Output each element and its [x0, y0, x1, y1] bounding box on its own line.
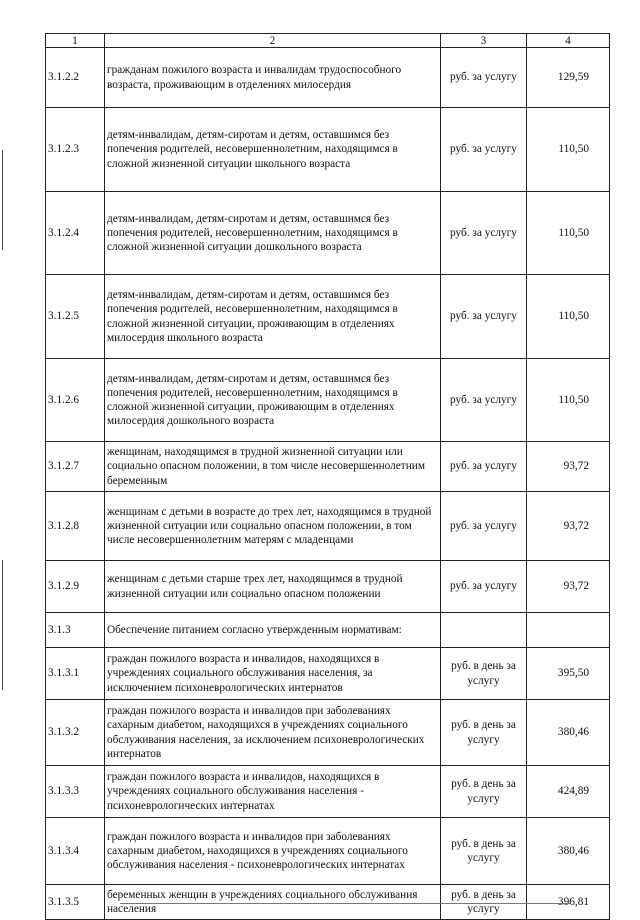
row-number: 3.1.2.9 — [46, 561, 105, 613]
table-row — [46, 492, 610, 561]
row-number: 3.1.3 — [46, 613, 105, 648]
row-description: граждан пожилого возраста и инвалидов, находящихся в учреждениях социального обслуживания населения - психоневрологических интернатах — [105, 766, 441, 818]
column-header-1: 1 — [46, 34, 105, 48]
table-header-row — [46, 34, 610, 48]
column-header-2: 2 — [105, 34, 441, 48]
row-description: гражданам пожилого возраста и инвалидам трудоспособного возраста, проживающим в отделениях милосердия — [105, 48, 441, 108]
row-description: беременных женщин в учреждениях социального обслуживания населения — [105, 885, 441, 920]
row-unit: руб. за услугу — [441, 275, 527, 359]
table-row — [46, 885, 610, 920]
row-unit — [441, 613, 527, 648]
row-value: 396,81 — [527, 885, 610, 920]
row-value: 380,46 — [527, 700, 610, 766]
row-number: 3.1.3.4 — [46, 818, 105, 885]
row-unit: руб. за услугу — [441, 442, 527, 492]
row-value: 110,50 — [527, 275, 610, 359]
row-unit: руб. за услугу — [441, 192, 527, 275]
table-row — [46, 613, 610, 648]
row-value: 93,72 — [527, 442, 610, 492]
margin-mark-upper — [2, 150, 3, 250]
table-body — [46, 48, 610, 920]
table-row — [46, 561, 610, 613]
table-row — [46, 648, 610, 700]
column-header-4: 4 — [527, 34, 610, 48]
row-description: граждан пожилого возраста и инвалидов при заболеваниях сахарным диабетом, находящихся в учреждениях социального обслуживания населения, за исключением психоневрологических интернатов — [105, 700, 441, 766]
table-row — [46, 359, 610, 442]
row-unit: руб. в день за услугу — [441, 885, 527, 920]
row-value: 93,72 — [527, 492, 610, 561]
row-number: 3.1.2.2 — [46, 48, 105, 108]
row-number: 3.1.3.1 — [46, 648, 105, 700]
row-number: 3.1.3.5 — [46, 885, 105, 920]
row-value — [527, 613, 610, 648]
row-description: граждан пожилого возраста и инвалидов при заболеваниях сахарным диабетом, находящихся в учреждениях социального обслуживания населения - психоневрологических интернатах — [105, 818, 441, 885]
row-description: детям-инвалидам, детям-сиротам и детям, оставшимся без попечения родителей, несовершеннолетним, находящимся в сложной жизненной ситуации, проживающим в отделениях милосердия школьного возраста — [105, 275, 441, 359]
row-description: Обеспечение питанием согласно утвержденным нормативам: — [105, 613, 441, 648]
row-description: граждан пожилого возраста и инвалидов, находящихся в учреждениях социального обслуживания населения, за исключением психоневрологических интернатов — [105, 648, 441, 700]
row-description: детям-инвалидам, детям-сиротам и детям, оставшимся без попечения родителей, несовершеннолетним, находящимся в сложной жизненной ситуации дошкольного возраста — [105, 192, 441, 275]
row-unit: руб. за услугу — [441, 108, 527, 192]
row-number: 3.1.2.7 — [46, 442, 105, 492]
row-number: 3.1.2.6 — [46, 359, 105, 442]
row-number: 3.1.2.5 — [46, 275, 105, 359]
row-value: 110,50 — [527, 108, 610, 192]
table-row — [46, 48, 610, 108]
row-number: 3.1.2.4 — [46, 192, 105, 275]
tariff-table — [45, 33, 610, 920]
table-row — [46, 700, 610, 766]
row-description: женщинам, находящимся в трудной жизненной ситуации или социально опасном положении, в том числе несовершеннолетним беременным — [105, 442, 441, 492]
row-number: 3.1.2.8 — [46, 492, 105, 561]
row-unit: руб. в день за услугу — [441, 648, 527, 700]
table-row — [46, 108, 610, 192]
column-header-3: 3 — [441, 34, 527, 48]
margin-mark-lower — [2, 560, 3, 690]
table-row — [46, 192, 610, 275]
row-number: 3.1.3.3 — [46, 766, 105, 818]
table-row — [46, 275, 610, 359]
row-value: 129,59 — [527, 48, 610, 108]
table-row — [46, 766, 610, 818]
row-description: женщинам с детьми в возрасте до трех лет, находящимся в трудной жизненной ситуации или социально опасном положении, в том числе несовершеннолетним матерям с младенцами — [105, 492, 441, 561]
table-row — [46, 442, 610, 492]
row-unit: руб. за услугу — [441, 561, 527, 613]
row-unit: руб. в день за услугу — [441, 700, 527, 766]
row-unit: руб. за услугу — [441, 359, 527, 442]
row-value: 110,50 — [527, 359, 610, 442]
row-number: 3.1.3.2 — [46, 700, 105, 766]
row-unit: руб. в день за услугу — [441, 818, 527, 885]
row-value: 395,50 — [527, 648, 610, 700]
row-description: детям-инвалидам, детям-сиротам и детям, оставшимся без попечения родителей, несовершеннолетним, находящимся в сложной жизненной ситуации, проживающим в отделениях милосердия дошкольного возраста — [105, 359, 441, 442]
bottom-rule — [120, 903, 570, 904]
row-value: 93,72 — [527, 561, 610, 613]
row-value: 424,89 — [527, 766, 610, 818]
row-value: 110,50 — [527, 192, 610, 275]
row-unit: руб. в день за услугу — [441, 766, 527, 818]
row-value: 380,46 — [527, 818, 610, 885]
row-description: женщинам с детьми старше трех лет, находящимся в трудной жизненной ситуации или социально опасном положении — [105, 561, 441, 613]
row-description: детям-инвалидам, детям-сиротам и детям, оставшимся без попечения родителей, несовершеннолетним, находящимся в сложной жизненной ситуации школьного возраста — [105, 108, 441, 192]
row-number: 3.1.2.3 — [46, 108, 105, 192]
row-unit: руб. за услугу — [441, 48, 527, 108]
table-row — [46, 818, 610, 885]
row-unit: руб. за услугу — [441, 492, 527, 561]
